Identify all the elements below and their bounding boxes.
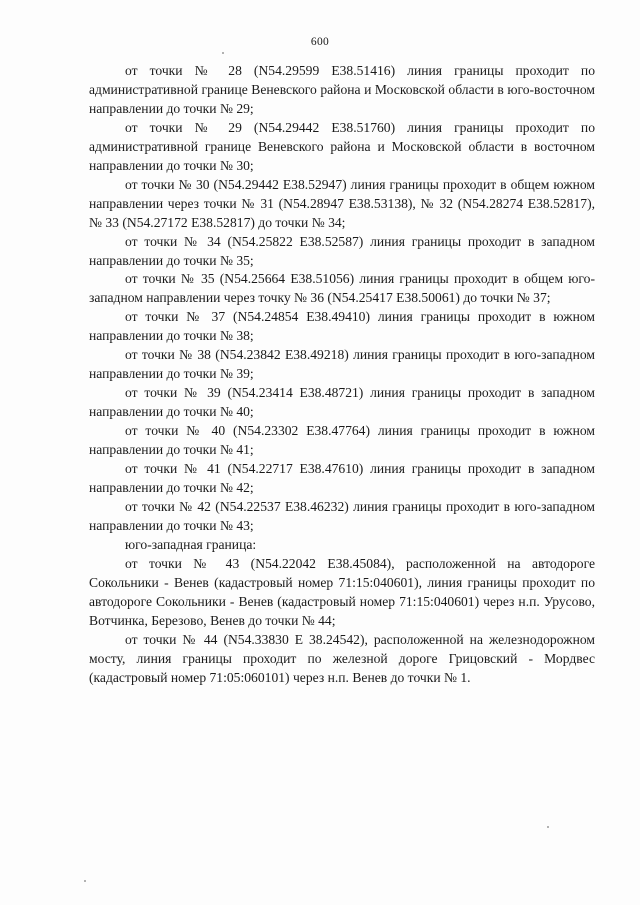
- document-body: [89, 62, 595, 687]
- boundary-paragraph-39: от точки № 39 (N54.23414 E38.48721) линия границы проходит в западном направлении до точки № 40;: [89, 385, 595, 420]
- boundary-paragraph-34: от точки № 34 (N54.25822 E38.52587) линия границы проходит в западном направлении до точки № 35;: [89, 233, 595, 268]
- boundary-paragraph-28: от точки № 28 (N54.29599 E38.51416) линия границы проходит по административной границе Веневского района и Московской области в юго-восточном направлении до точки № 29;: [89, 63, 595, 116]
- boundary-paragraph-44: от точки № 44 (N54.33830 E 38.24542), расположенной на железнодорожном мосту, линия границы проходит по железной дороге Грицовский - Мордвес (кадастровый номер 71:05:060101) через н.п. Венев до точки № 1.: [89, 631, 595, 685]
- boundary-paragraph-38: от точки № 38 (N54.23842 E38.49218) линия границы проходит в юго-западном направлении до точки № 39;: [89, 347, 595, 382]
- boundary-paragraph-40: от точки № 40 (N54.23302 E38.47764) линия границы проходит в южном направлении до точки № 41;: [89, 423, 595, 458]
- boundary-paragraph-41: от точки № 41 (N54.22717 E38.47610) линия границы проходит в западном направлении до точки № 42;: [89, 461, 595, 495]
- scan-speck: [84, 880, 86, 882]
- page-number: 600: [310, 36, 330, 48]
- boundary-paragraph-42: от точки № 42 (N54.22537 E38.46232) линия границы проходит в юго-западном направлении до точки № 43;: [89, 498, 595, 533]
- boundary-paragraph-35: от точки № 35 (N54.25664 E38.51056) линия границы проходит в общем юго-западном направлении через точку № 36 (N54.25417 E38.50061) до точки № 37;: [89, 271, 595, 306]
- scan-speck: [222, 52, 224, 54]
- section-heading-southwest: юго-западная граница:: [125, 536, 257, 552]
- scan-speck: [547, 826, 549, 828]
- boundary-paragraph-29: от точки № 29 (N54.29442 E38.51760) линия границы проходит по административной границе Веневского района и Московской области в восточном направлении до точки № 30;: [89, 119, 595, 173]
- boundary-paragraph-43: от точки № 43 (N54.22042 E38.45084), расположенной на автодороге Сокольники - Венев (кадастровый номер 71:15:040601), линия границы проходит по автодороге Сокольники - Венев (кадастровый номер 71:15:040601) через н.п. Урусово, Вотчинка, Березово, Венев до точки № 44;: [89, 555, 595, 628]
- boundary-paragraph-30: от точки № 30 (N54.29442 E38.52947) линия границы проходит в общем южном направлении через точки № 31 (N54.28947 E38.53138), № 32 (N54.28274 E38.52817), № 33 (N54.27172 E38.52817) до точки № 34;: [89, 176, 595, 230]
- boundary-paragraph-37: от точки № 37 (N54.24854 E38.49410) линия границы проходит в южном направлении до точки № 38;: [89, 309, 595, 344]
